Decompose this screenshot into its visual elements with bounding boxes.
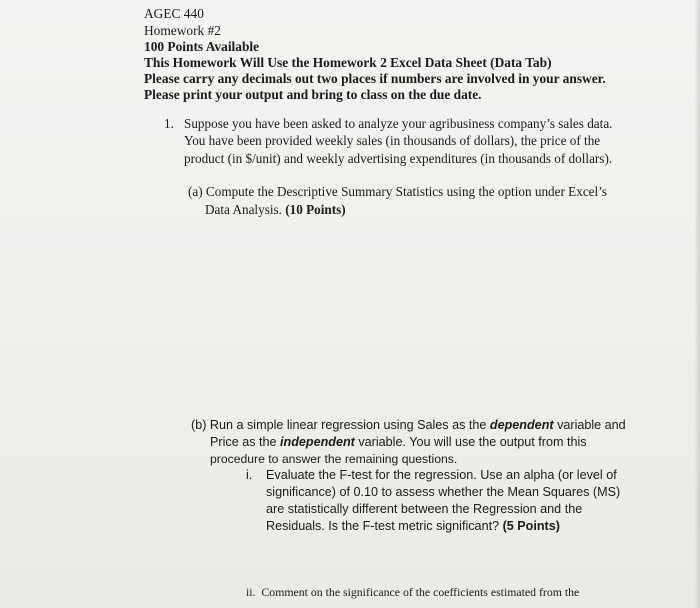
- question-line: You have been provided weekly sales (in thousands of dollars), the price of the: [184, 133, 601, 148]
- part-b-text: variable and: [553, 418, 626, 432]
- part-a-text: Data Analysis.: [205, 202, 282, 217]
- data-sheet-note: This Homework Will Use the Homework 2 Excel Data Sheet (Data Tab): [144, 55, 552, 70]
- part-a-points: (10 Points): [285, 202, 346, 217]
- homework-title: Homework #2: [144, 23, 221, 38]
- item-ii-text: Comment on the significance of the coefficients estimated from the: [261, 585, 580, 599]
- independent-emphasis: independent: [280, 435, 355, 449]
- dependent-emphasis: dependent: [489, 418, 554, 432]
- item-i-text: Residuals. Is the F-test metric significant?: [266, 519, 500, 533]
- question-line: product (in $/unit) and weekly advertising expenditures (in thousands of dollars).: [184, 151, 613, 166]
- part-b-line: [210, 435, 587, 449]
- part-b-line: procedure to answer the remaining questions.: [210, 452, 458, 466]
- item-i-marker: i.: [246, 468, 253, 482]
- item-i-line: are statistically different between the Regression and the: [266, 502, 583, 516]
- part-a-line: [205, 202, 346, 218]
- item-ii-line: [246, 585, 579, 600]
- course-title: AGEC 440: [144, 6, 204, 21]
- item-i-points: (5 Points): [502, 519, 560, 533]
- points-available: 100 Points Available: [144, 39, 260, 54]
- part-b-line: [191, 418, 626, 432]
- item-ii-marker: ii.: [246, 585, 256, 599]
- part-a-line: (a) Compute the Descriptive Summary Statistics using the option under Excel’s: [188, 184, 607, 199]
- item-i-line: [266, 519, 560, 533]
- part-b-text: variable. You will use the output from this: [354, 435, 587, 449]
- part-b-text: (b) Run a simple linear regression using Sales as the: [191, 418, 490, 432]
- print-note: Please print your output and bring to class on the due date.: [144, 87, 482, 102]
- question-number: 1.: [164, 116, 174, 131]
- item-i-line: significance) of 0.10 to assess whether the Mean Squares (MS): [266, 485, 621, 499]
- item-i-line: Evaluate the F-test for the regression. Use an alpha (or level of: [266, 468, 617, 482]
- part-b-text: Price as the: [210, 435, 280, 449]
- page-edge-shadow: [694, 0, 700, 608]
- question-line: Suppose you have been asked to analyze your agribusiness company’s sales data.: [184, 116, 613, 131]
- decimals-note: Please carry any decimals out two places if numbers are involved in your answer.: [144, 71, 606, 86]
